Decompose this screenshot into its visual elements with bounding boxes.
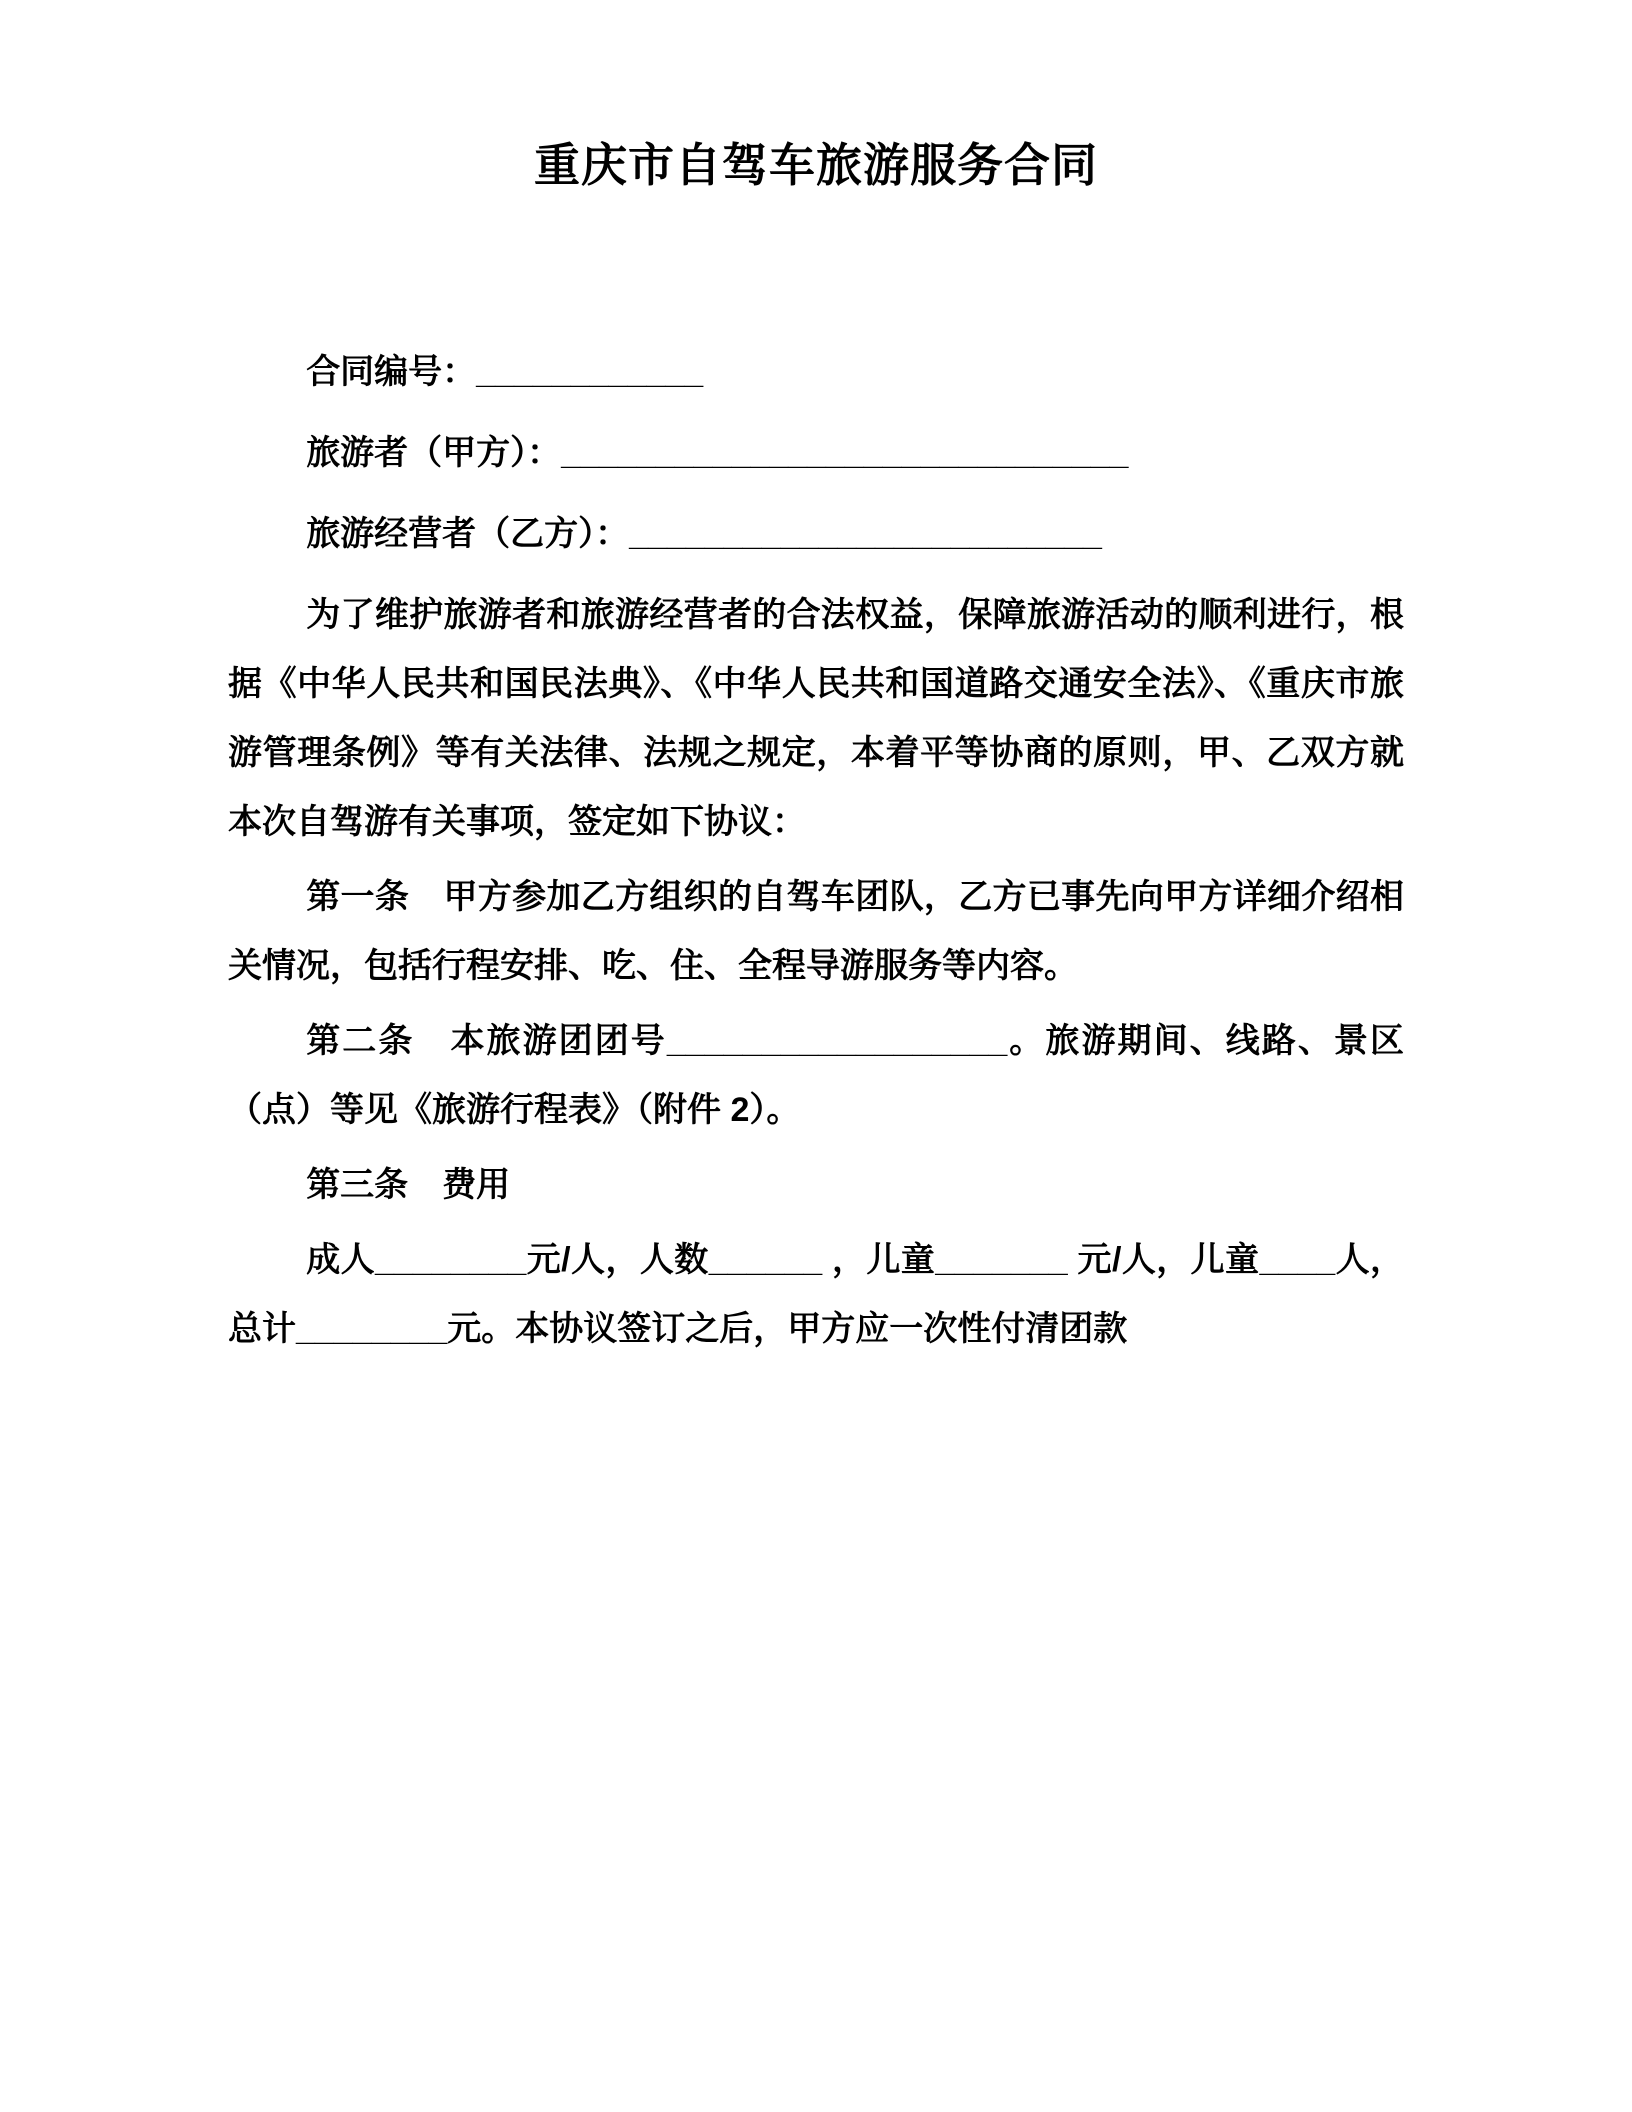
contract-number-line: 合同编号：____________ — [306, 353, 704, 391]
article-3-fee-paragraph: 成人________元/人，人数______ ，儿童_______ 元/人，儿童____人，总计________元。本协议签订之后，甲方应一次性付清团款 — [228, 1241, 1404, 1348]
article-1-paragraph: 第一条 甲方参加乙方组织的自驾车团队，乙方已事先向甲方详细介绍相关情况，包括行程安排、吃、住、全程导游服务等内容。 — [228, 878, 1404, 985]
document-title: 重庆市自驾车旅游服务合同 — [534, 139, 1098, 191]
party-b-line: 旅游经营者（乙方）：_________________________ — [306, 515, 1102, 553]
party-a-line: 旅游者（甲方）：______________________________ — [306, 434, 1129, 472]
article-2-paragraph: 第二条 本旅游团团号__________________。旅游期间、线路、景区（点）等见《旅游行程表》（附件 2）。 — [228, 1022, 1404, 1129]
article-3-heading: 第三条 费用 — [306, 1166, 511, 1204]
preamble-paragraph: 为了维护旅游者和旅游经营者的合法权益，保障旅游活动的顺利进行，根据《中华人民共和国民法典》、《中华人民共和国道路交通安全法》、《重庆市旅游管理条例》等有关法律、法规之规定，本着平等协商的原则，甲、乙双方就本次自驾游有关事项，签定如下协议： — [228, 596, 1404, 841]
